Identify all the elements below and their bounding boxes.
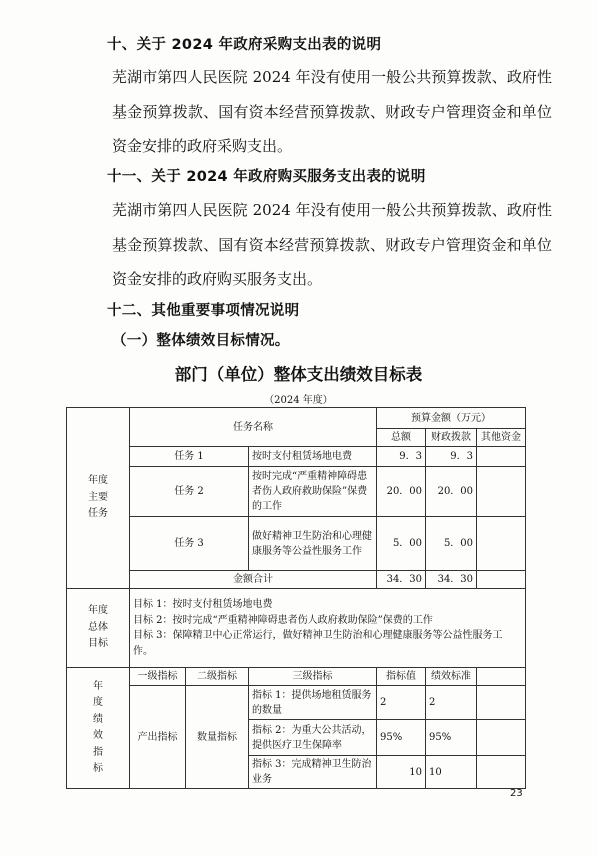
task-description: 做好精神卫生防治和心理健康服务等公益性服务工作: [249, 517, 377, 571]
standard-header: 绩效标准: [426, 668, 477, 686]
goal-item: 目标 3：保障精卫中心正常运行，做好精神卫生防治和心理健康服务等公益性服务工作。: [133, 630, 503, 657]
indicator-text: 指标 1：提供场地租赁服务的数量: [249, 686, 377, 720]
level2-header: 二级指标: [186, 668, 249, 686]
task-other: [477, 447, 526, 467]
sum-total: 34．30: [377, 571, 426, 589]
task-fiscal: 9．3: [426, 447, 477, 467]
table-subtitle: （2024 年度）: [264, 395, 333, 406]
total-header: 总额: [377, 429, 426, 447]
goal-item: 目标 1：按时支付租赁场地电费: [133, 599, 273, 610]
indicator-text: 指标 2：为重大公共活动，提供医疗卫生保障率: [249, 720, 377, 756]
task-name-header: 任务名称: [130, 408, 377, 447]
task-description: 按时完成“严重精神障碍患者伤人政府救助保险”保费的工作: [249, 467, 377, 517]
table-title: 部门（单位）整体支出绩效目标表: [174, 365, 423, 384]
section-10-body: 芜湖市第四人民医院 2024 年没有使用一般公共预算拨款、政府性基金预算拨款、国有资本经营预算拨款、财政专户管理资金和单位资金安排的政府采购支出。: [112, 68, 552, 155]
sum-other: [477, 571, 526, 589]
annual-tasks-label: 年度 主要 任务: [67, 408, 130, 589]
section-11-heading: 十一、关于 2024 年政府购买服务支出表的说明: [107, 169, 426, 185]
section-12-subheading: （一）整体绩效目标情况。: [112, 333, 290, 349]
sum-fiscal: 34．30: [426, 571, 477, 589]
table-row: [67, 686, 526, 720]
performance-target-table: [66, 407, 526, 789]
level1-header: 一级指标: [130, 668, 186, 686]
task-description: 按时支付租赁场地电费: [249, 447, 377, 467]
task-total: 5．00: [377, 517, 426, 571]
overall-goals: [130, 589, 526, 668]
other-header: 其他资金: [477, 429, 526, 447]
task-label: 任务 1: [130, 447, 249, 467]
sum-row: [67, 571, 526, 589]
indicator-value: 95%: [377, 720, 426, 756]
indicator-standard: 2: [426, 686, 477, 720]
indicator-value: 2: [377, 686, 426, 720]
goal-item: 目标 2：按时完成“严重精神障碍患者伤人政府救助保险”保费的工作: [133, 614, 433, 626]
task-fiscal: 20．00: [426, 467, 477, 517]
sum-label: 金额合计: [130, 571, 377, 589]
level3-header: 三级指标: [249, 668, 377, 686]
section-10-heading: 十、关于 2024 年政府采购支出表的说明: [107, 37, 382, 53]
budget-header: 预算金额（万元）: [377, 408, 526, 429]
task-label: 任务 3: [130, 517, 249, 571]
performance-indicators-label: 年 度 绩 效 指 标: [67, 668, 130, 789]
task-total: 9．3: [377, 447, 426, 467]
table-row: [67, 447, 526, 467]
task-other: [477, 467, 526, 517]
task-other: [477, 517, 526, 571]
value-header: 指标值: [377, 668, 426, 686]
quantity-indicator-label: 数量指标: [186, 686, 249, 789]
section-11-body: 芜湖市第四人民医院 2024 年没有使用一般公共预算拨款、政府性基金预算拨款、国有资本经营预算拨款、财政专户管理资金和单位资金安排的政府购买服务支出。: [112, 201, 552, 288]
indicator-standard: 10: [426, 756, 477, 789]
overall-goals-row: [67, 589, 526, 668]
indicator-text: 指标 3：完成精神卫生防治业务: [249, 756, 377, 789]
task-fiscal: 5．00: [426, 517, 477, 571]
table-row: [67, 517, 526, 571]
task-label: 任务 2: [130, 467, 249, 517]
section-12-heading: 十二、其他重要事项情况说明: [107, 303, 300, 319]
task-total: 20．00: [377, 467, 426, 517]
overall-goals-label: 年度 总体 目标: [67, 589, 130, 668]
table-row: [67, 467, 526, 517]
output-indicator-label: 产出指标: [130, 686, 186, 789]
indicator-standard: 95%: [426, 720, 477, 756]
page-number: 23: [510, 788, 523, 799]
fiscal-header: 财政拨款: [426, 429, 477, 447]
indicator-value: 10: [377, 756, 426, 789]
